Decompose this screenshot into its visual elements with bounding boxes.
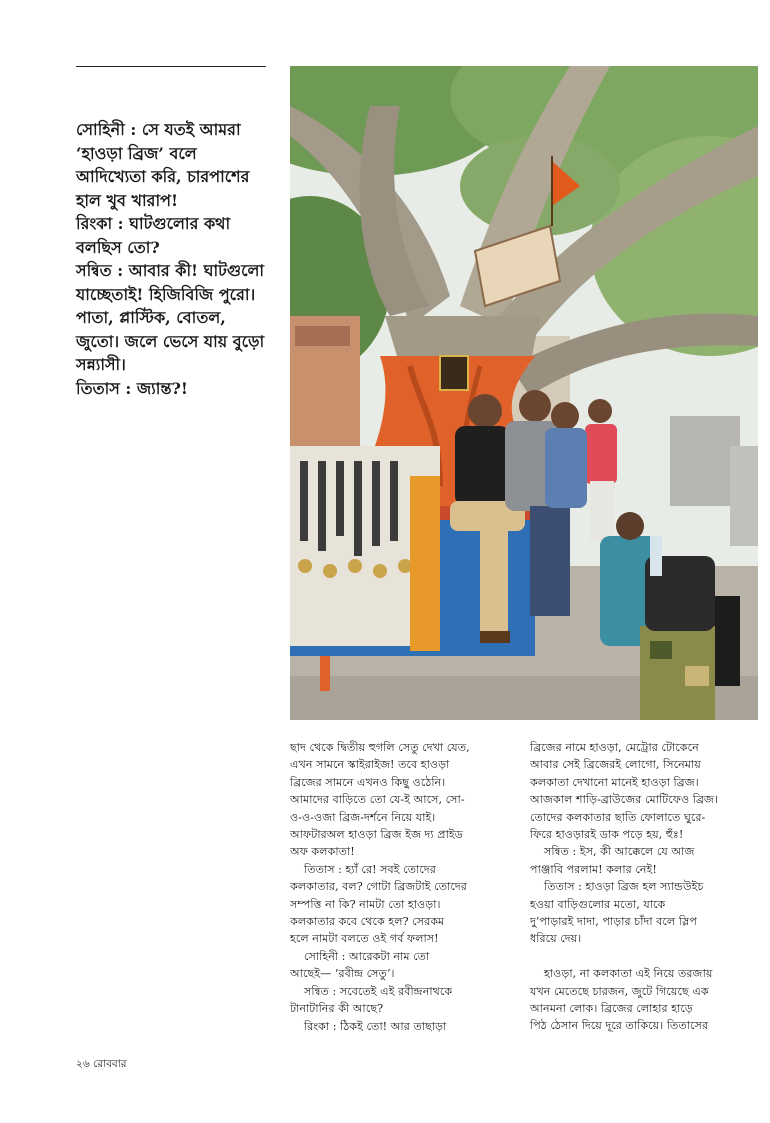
body-line: আফটারঅল হাওড়া ব্রিজ ইজ দ্য প্রাইড [290,828,463,842]
pull-quote [76,118,276,400]
body-line: ও-ও-ওজা ব্রিজ-দর্শনে নিয়ে যাই। [290,810,436,824]
body-line: টানাটানির কী আছে? [290,1002,384,1016]
top-rule [76,66,266,67]
body-line: রিংকা : ঠিকই তো! আর তাছাড়া [304,1019,447,1033]
pull-line: হাল খুব খারাপ! [76,190,178,210]
body-line: ধরিয়ে দেয়। [530,932,582,946]
body-line: তিতাস : হ্যাঁ রে! সবই তোদের [304,862,436,876]
body-line: আছেই— ‘রবীন্দ্র সেতু’। [290,967,395,981]
paragraph-gap [530,948,752,965]
body-line: ছাদ থেকে দ্বিতীয় হুগলি সেতু দেখা যেত, [290,741,470,754]
pull-line: যাচ্ছেতাই! হিজিবিজি পুরো। [76,284,256,304]
body-line: আমাদের বাড়িতে তো যে-ই আসে, সো- [290,793,465,807]
body-line: আবার সেই ব্রিজেরই লোগো, সিনেমায় [530,758,701,772]
pull-line: রিংকা : ঘাটগুলোর কথা [76,214,231,233]
body-line: সম্পত্তি না কি? নামটা তো হাওড়া। [290,897,441,911]
pull-line: ‘হাওড়া ব্রিজ’ বলে [76,143,197,163]
body-column-2 [530,739,752,1035]
body-line: আনমনা লোক। ব্রিজের লোহার হাড়ে [530,1002,693,1016]
pull-line: জুতো। জলে ভেসে যায় বুড়ো [76,331,265,351]
page-folio: ২৬ রোববার [76,1058,127,1070]
body-line: সোহিনী : আরেকটা নাম তো [304,949,430,963]
body-line: পাঞ্জাবি পরলাম! কলার নেই! [530,862,657,876]
body-line: ব্রিজের সামনে এখনও কিছু ওঠেনি। [290,775,446,789]
body-line: দু’পাড়ারই দাদা, পাড়ার চাঁদা বলে স্লিপ [530,915,697,929]
body-line: আজকাল শাড়ি-ব্রাউজের মোটিফেও ব্রিজ। [530,793,718,807]
body-line: সন্বিত : ইস, কী আক্কেলে যে আজ [544,845,695,859]
body-line: ব্রিজের নামে হাওড়া, মেট্রোর টোকেনে [530,741,699,754]
body-line: সন্বিত : সবেতেই এই রবীন্দ্রনাথকে [304,984,453,998]
pull-line: পাতা, প্লাস্টিক, বোতল, [76,308,226,327]
body-line: কলকাতার, বল? গোটা ব্রিজটাই তোদের [290,880,467,894]
body-line: হাওড়া, না কলকাতা এই নিয়ে তরজায় [544,967,713,981]
body-line: ফিরে হাওড়ারই ডাক পড়ে হয়, হুঁঃ! [530,828,684,842]
body-line: অফ কলকাতা! [290,845,355,859]
body-line: হলে নামটা বলতে ওই গর্ব ফলাস! [290,932,439,946]
photo-banyan-tree [290,66,758,720]
pull-line: বলছিস তো? [76,237,160,257]
pull-line: আদিখ্যেতা করি, চারপাশের [76,167,250,186]
body-line: কলকাতা দেখানো মানেই হাওড়া ব্রিজ। [530,775,699,789]
pull-line: তিতাস : জ্যান্ত?! [76,378,188,398]
body-line: এখন সামনে স্কাইরাইজ! তবে হাওড়া [290,758,450,772]
body-line: পিঠ ঠেসান দিয়ে দূরে তাকিয়ে। তিতাসের [530,1019,709,1033]
pull-line: সোহিনী : সে যতই আমরা [76,120,241,139]
body-line: হওয়া বাড়িগুলোর মতো, যাকে [530,897,666,911]
body-line: তোদের কলকাতার ছাতি ফোলাতে ঘুরে- [530,810,706,824]
body-line: যখন মেতেছে চারজন, জুটে গিয়েছে এক [530,984,709,998]
pull-line: সন্ন্যাসী। [76,355,126,374]
pull-line: সন্বিত : আবার কী! ঘাটগুলো [76,261,265,280]
body-line: কলকাতার কবে থেকে হল? সেরকম [290,915,445,929]
body-column-1 [290,739,512,1035]
body-line: তিতাস : হাওড়া ব্রিজ হল স্যান্ডউইচ [544,880,704,894]
